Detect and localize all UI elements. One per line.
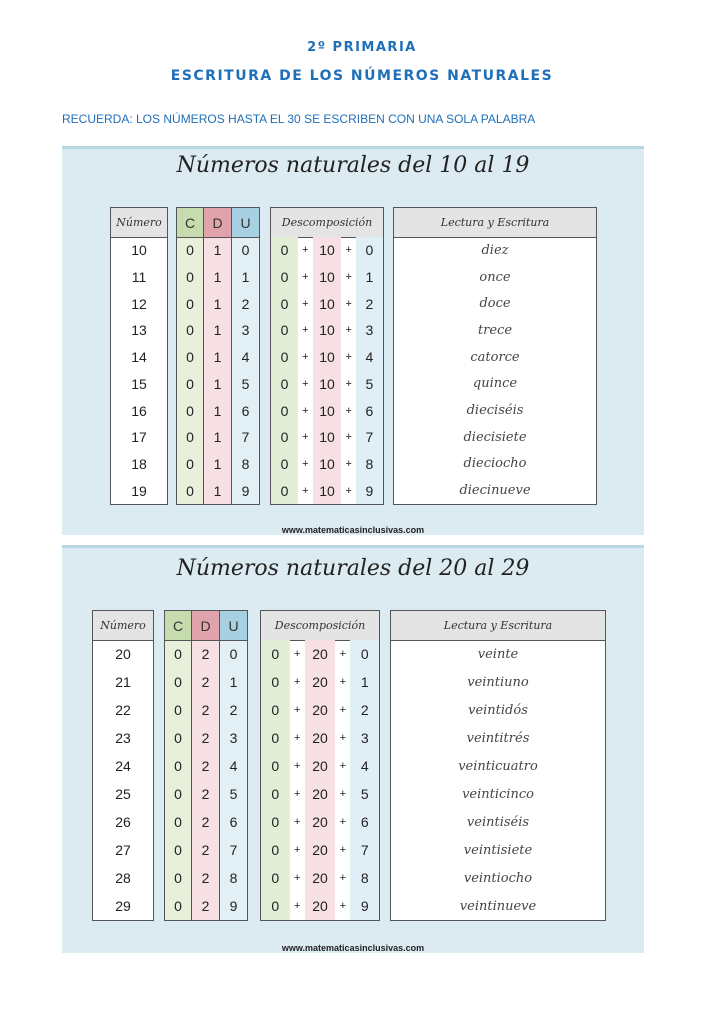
decomp-tens: 10 bbox=[313, 237, 342, 264]
number-cell: 25 bbox=[115, 786, 131, 802]
decomposition-row bbox=[271, 477, 383, 504]
decomposition-row bbox=[271, 317, 383, 344]
c-cell: 0 bbox=[186, 429, 194, 446]
u-cell: 6 bbox=[241, 402, 250, 419]
number-cell: 23 bbox=[115, 730, 131, 746]
decomp-tens: 10 bbox=[313, 317, 342, 344]
plus-sign: + bbox=[339, 816, 347, 828]
plus-sign: + bbox=[293, 704, 301, 716]
u-cell: 8 bbox=[229, 870, 238, 886]
plus-sign: + bbox=[302, 457, 309, 470]
decomposition-row bbox=[261, 668, 379, 696]
decomposition-row bbox=[271, 371, 383, 398]
plus-sign: + bbox=[345, 377, 352, 390]
number-cell: 27 bbox=[115, 842, 131, 858]
u-cell: 7 bbox=[229, 842, 238, 858]
c-cell: 0 bbox=[186, 402, 194, 419]
u-cell: 6 bbox=[229, 814, 238, 830]
decomp-units: 8 bbox=[356, 451, 383, 478]
plus-sign: + bbox=[345, 324, 352, 337]
cdu-columns bbox=[176, 207, 260, 505]
decomp-hundreds: 0 bbox=[261, 640, 290, 668]
decomposition-row bbox=[261, 808, 379, 836]
plus-sign: + bbox=[302, 377, 309, 390]
word-cell: trece bbox=[477, 322, 513, 338]
number-cell: 21 bbox=[115, 674, 131, 690]
decomposition-row bbox=[261, 752, 379, 780]
c-cell: 0 bbox=[186, 455, 194, 472]
number-cell: 26 bbox=[115, 814, 131, 830]
word-cell: veinticinco bbox=[462, 786, 534, 802]
decomposition-row bbox=[261, 864, 379, 892]
decomposition-row bbox=[261, 640, 379, 668]
c-cell: 0 bbox=[174, 870, 182, 886]
u-cell: 5 bbox=[241, 375, 250, 392]
number-cell: 17 bbox=[131, 429, 147, 446]
decomp-tens: 20 bbox=[305, 808, 335, 836]
c-cell: 0 bbox=[174, 814, 182, 830]
decomp-hundreds: 0 bbox=[271, 237, 298, 264]
decomp-units: 0 bbox=[350, 640, 379, 668]
decomp-hundreds: 0 bbox=[271, 290, 298, 317]
plus-sign: + bbox=[339, 732, 347, 744]
plus-sign: + bbox=[302, 484, 309, 497]
plus-sign: + bbox=[345, 351, 352, 364]
decomp-tens: 20 bbox=[305, 836, 335, 864]
plus-sign: + bbox=[345, 271, 352, 284]
number-cell: 13 bbox=[131, 322, 147, 339]
c-column bbox=[164, 610, 192, 921]
decomp-hundreds: 0 bbox=[261, 780, 290, 808]
d-cell: 2 bbox=[201, 842, 210, 858]
plus-sign: + bbox=[345, 244, 352, 257]
u-cell: 0 bbox=[229, 646, 238, 662]
decomp-hundreds: 0 bbox=[271, 451, 298, 478]
decomp-units: 5 bbox=[356, 371, 383, 398]
u-column bbox=[232, 207, 260, 505]
decomposition-row bbox=[261, 780, 379, 808]
numero-header: Número bbox=[111, 208, 167, 238]
d-cell: 1 bbox=[213, 322, 222, 339]
number-cell: 12 bbox=[131, 295, 147, 312]
d-column bbox=[192, 610, 220, 921]
c-cell: 0 bbox=[174, 786, 182, 802]
decomp-units: 0 bbox=[356, 237, 383, 264]
decomp-tens: 20 bbox=[305, 640, 335, 668]
number-cell: 16 bbox=[131, 402, 147, 419]
d-cell: 2 bbox=[201, 898, 210, 914]
decomp-units: 3 bbox=[356, 317, 383, 344]
decomposition-row bbox=[271, 264, 383, 291]
decomp-hundreds: 0 bbox=[261, 724, 290, 752]
d-header: D bbox=[204, 208, 231, 238]
u-cell: 8 bbox=[241, 455, 250, 472]
c-cell: 0 bbox=[186, 482, 194, 499]
website-footer: www.matematicasinclusivas.com bbox=[281, 943, 425, 953]
plus-sign: + bbox=[293, 844, 301, 856]
decomp-tens: 10 bbox=[313, 264, 342, 291]
lectura-header: Lectura y Escritura bbox=[394, 208, 596, 238]
decomp-hundreds: 0 bbox=[271, 477, 298, 504]
plus-sign: + bbox=[339, 900, 347, 912]
panel-numbers-10-19 bbox=[62, 146, 644, 535]
plus-sign: + bbox=[339, 676, 347, 688]
panel-title: Números naturales del 20 al 29 bbox=[176, 556, 530, 581]
decomp-units: 2 bbox=[350, 696, 379, 724]
numero-column bbox=[92, 610, 154, 921]
numero-header: Número bbox=[93, 611, 153, 641]
plus-sign: + bbox=[293, 760, 301, 772]
word-cell: catorce bbox=[470, 349, 520, 365]
decomp-tens: 10 bbox=[313, 371, 342, 398]
decomp-tens: 10 bbox=[313, 290, 342, 317]
website-footer: www.matematicasinclusivas.com bbox=[281, 525, 425, 535]
u-cell: 2 bbox=[241, 295, 250, 312]
decomp-units: 9 bbox=[350, 892, 379, 920]
decomp-tens: 20 bbox=[305, 724, 335, 752]
panel-title: Números naturales del 10 al 19 bbox=[176, 153, 530, 178]
word-cell: diecisiete bbox=[463, 429, 527, 445]
c-cell: 0 bbox=[174, 646, 182, 662]
decomposition-row bbox=[271, 237, 383, 264]
word-cell: once bbox=[479, 269, 511, 285]
plus-sign: + bbox=[293, 816, 301, 828]
decomp-units: 1 bbox=[350, 668, 379, 696]
plus-sign: + bbox=[339, 704, 347, 716]
c-cell: 0 bbox=[186, 349, 194, 366]
d-cell: 2 bbox=[201, 814, 210, 830]
u-column bbox=[220, 610, 248, 921]
decomposition-row bbox=[261, 836, 379, 864]
plus-sign: + bbox=[302, 324, 309, 337]
decomp-units: 5 bbox=[350, 780, 379, 808]
decomp-units: 4 bbox=[350, 752, 379, 780]
plus-sign: + bbox=[302, 297, 309, 310]
word-cell: veintinueve bbox=[459, 898, 537, 914]
word-cell: diecinueve bbox=[459, 483, 531, 499]
c-cell: 0 bbox=[186, 269, 194, 286]
d-cell: 2 bbox=[201, 786, 210, 802]
c-cell: 0 bbox=[174, 842, 182, 858]
u-cell: 7 bbox=[241, 429, 250, 446]
decomp-units: 7 bbox=[350, 836, 379, 864]
c-cell: 0 bbox=[174, 730, 182, 746]
decomp-tens: 20 bbox=[305, 892, 335, 920]
word-cell: quince bbox=[472, 376, 518, 392]
word-cell: veintiséis bbox=[466, 814, 530, 830]
word-cell: diez bbox=[481, 242, 509, 258]
plus-sign: + bbox=[293, 900, 301, 912]
decomp-tens: 20 bbox=[305, 864, 335, 892]
plus-sign: + bbox=[339, 760, 347, 772]
cdu-columns bbox=[164, 610, 248, 921]
worksheet-title: ESCRITURA DE LOS NÚMEROS NATURALES bbox=[170, 68, 554, 84]
plus-sign: + bbox=[339, 648, 347, 660]
descomposicion-header: Descomposición bbox=[261, 611, 379, 641]
word-cell: dieciocho bbox=[463, 456, 527, 472]
u-cell: 3 bbox=[229, 730, 238, 746]
decomp-hundreds: 0 bbox=[271, 371, 298, 398]
decomp-hundreds: 0 bbox=[261, 864, 290, 892]
plus-sign: + bbox=[302, 271, 309, 284]
decomp-tens: 10 bbox=[313, 451, 342, 478]
number-cell: 14 bbox=[131, 349, 147, 366]
word-cell: veintiocho bbox=[463, 870, 533, 886]
decomp-units: 3 bbox=[350, 724, 379, 752]
u-cell: 0 bbox=[241, 242, 250, 259]
u-cell: 9 bbox=[229, 898, 238, 914]
number-cell: 22 bbox=[115, 702, 131, 718]
plus-sign: + bbox=[302, 431, 309, 444]
word-cell: doce bbox=[479, 296, 511, 312]
decomp-units: 6 bbox=[356, 397, 383, 424]
u-cell: 3 bbox=[241, 322, 250, 339]
number-cell: 29 bbox=[115, 898, 131, 914]
u-cell: 1 bbox=[229, 674, 238, 690]
u-cell: 5 bbox=[229, 786, 238, 802]
word-cell: veinte bbox=[477, 646, 519, 662]
c-cell: 0 bbox=[186, 242, 194, 259]
plus-sign: + bbox=[293, 872, 301, 884]
decomp-hundreds: 0 bbox=[261, 668, 290, 696]
plus-sign: + bbox=[302, 244, 309, 257]
c-column bbox=[176, 207, 204, 505]
number-cell: 15 bbox=[131, 375, 147, 392]
d-cell: 2 bbox=[201, 674, 210, 690]
d-cell: 1 bbox=[213, 402, 222, 419]
decomp-tens: 20 bbox=[305, 696, 335, 724]
d-cell: 2 bbox=[201, 870, 210, 886]
decomp-hundreds: 0 bbox=[271, 397, 298, 424]
decomposition-row bbox=[261, 724, 379, 752]
descomposicion-column bbox=[270, 207, 384, 505]
plus-sign: + bbox=[339, 844, 347, 856]
number-cell: 24 bbox=[115, 758, 131, 774]
decomp-tens: 10 bbox=[313, 344, 342, 371]
decomposition-row bbox=[261, 892, 379, 920]
decomposition-row bbox=[271, 424, 383, 451]
decomposition-row bbox=[261, 696, 379, 724]
d-cell: 1 bbox=[213, 482, 222, 499]
decomposition-row bbox=[271, 290, 383, 317]
decomp-hundreds: 0 bbox=[271, 317, 298, 344]
u-cell: 2 bbox=[229, 702, 238, 718]
decomp-tens: 10 bbox=[313, 477, 342, 504]
d-cell: 2 bbox=[201, 758, 210, 774]
decomp-hundreds: 0 bbox=[271, 344, 298, 371]
lectura-column bbox=[390, 610, 606, 921]
number-cell: 10 bbox=[131, 242, 147, 259]
plus-sign: + bbox=[345, 457, 352, 470]
lectura-header: Lectura y Escritura bbox=[391, 611, 605, 641]
word-cell: veintitrés bbox=[466, 730, 530, 746]
d-cell: 2 bbox=[201, 730, 210, 746]
number-cell: 20 bbox=[115, 646, 131, 662]
word-cell: dieciséis bbox=[466, 403, 524, 419]
c-header: C bbox=[165, 611, 191, 641]
plus-sign: + bbox=[293, 732, 301, 744]
grade-heading: 2º PRIMARIA bbox=[307, 40, 417, 55]
d-cell: 2 bbox=[201, 702, 210, 718]
word-cell: veintisiete bbox=[463, 842, 533, 858]
c-cell: 0 bbox=[186, 375, 194, 392]
decomp-tens: 20 bbox=[305, 752, 335, 780]
decomp-hundreds: 0 bbox=[271, 264, 298, 291]
c-header: C bbox=[177, 208, 203, 238]
d-cell: 1 bbox=[213, 429, 222, 446]
u-cell: 4 bbox=[229, 758, 238, 774]
reminder-note: RECUERDA: LOS NÚMEROS HASTA EL 30 SE ESCRIBEN CON UNA SOLA PALABRA bbox=[62, 112, 536, 126]
descomposicion-header: Descomposición bbox=[271, 208, 383, 238]
plus-sign: + bbox=[345, 297, 352, 310]
decomp-units: 9 bbox=[356, 477, 383, 504]
c-cell: 0 bbox=[174, 898, 182, 914]
decomposition-row bbox=[271, 451, 383, 478]
c-cell: 0 bbox=[174, 674, 182, 690]
plus-sign: + bbox=[345, 484, 352, 497]
decomp-hundreds: 0 bbox=[261, 892, 290, 920]
c-cell: 0 bbox=[186, 295, 194, 312]
d-cell: 1 bbox=[213, 295, 222, 312]
descomposicion-column bbox=[260, 610, 380, 921]
number-cell: 11 bbox=[131, 269, 147, 286]
number-cell: 28 bbox=[115, 870, 131, 886]
numero-column bbox=[110, 207, 168, 505]
u-cell: 9 bbox=[241, 482, 250, 499]
plus-sign: + bbox=[345, 404, 352, 417]
c-cell: 0 bbox=[186, 322, 194, 339]
decomp-units: 7 bbox=[356, 424, 383, 451]
plus-sign: + bbox=[302, 404, 309, 417]
plus-sign: + bbox=[293, 788, 301, 800]
number-cell: 19 bbox=[131, 482, 147, 499]
plus-sign: + bbox=[293, 648, 301, 660]
c-cell: 0 bbox=[174, 758, 182, 774]
decomp-tens: 20 bbox=[305, 668, 335, 696]
plus-sign: + bbox=[293, 676, 301, 688]
decomposition-row bbox=[271, 344, 383, 371]
word-cell: veintidós bbox=[468, 702, 528, 718]
word-cell: veinticuatro bbox=[458, 758, 538, 774]
d-cell: 1 bbox=[213, 375, 222, 392]
decomp-units: 6 bbox=[350, 808, 379, 836]
decomp-hundreds: 0 bbox=[261, 836, 290, 864]
d-cell: 1 bbox=[213, 269, 222, 286]
decomp-tens: 20 bbox=[305, 780, 335, 808]
decomp-units: 1 bbox=[356, 264, 383, 291]
d-header: D bbox=[192, 611, 219, 641]
d-cell: 1 bbox=[213, 455, 222, 472]
u-cell: 4 bbox=[241, 349, 250, 366]
decomp-hundreds: 0 bbox=[261, 808, 290, 836]
decomp-tens: 10 bbox=[313, 397, 342, 424]
number-cell: 18 bbox=[131, 455, 147, 472]
c-cell: 0 bbox=[174, 702, 182, 718]
d-cell: 1 bbox=[213, 349, 222, 366]
decomp-hundreds: 0 bbox=[271, 424, 298, 451]
decomposition-row bbox=[271, 397, 383, 424]
plus-sign: + bbox=[345, 431, 352, 444]
d-column bbox=[204, 207, 232, 505]
decomp-hundreds: 0 bbox=[261, 696, 290, 724]
u-header: U bbox=[220, 611, 247, 641]
d-cell: 2 bbox=[201, 646, 210, 662]
plus-sign: + bbox=[302, 351, 309, 364]
plus-sign: + bbox=[339, 788, 347, 800]
decomp-units: 4 bbox=[356, 344, 383, 371]
u-cell: 1 bbox=[241, 269, 250, 286]
decomp-units: 8 bbox=[350, 864, 379, 892]
plus-sign: + bbox=[339, 872, 347, 884]
panel-numbers-20-29 bbox=[62, 545, 644, 953]
word-cell: veintiuno bbox=[467, 674, 529, 690]
decomp-hundreds: 0 bbox=[261, 752, 290, 780]
lectura-column bbox=[393, 207, 597, 505]
d-cell: 1 bbox=[213, 242, 222, 259]
u-header: U bbox=[232, 208, 259, 238]
decomp-tens: 10 bbox=[313, 424, 342, 451]
decomp-units: 2 bbox=[356, 290, 383, 317]
